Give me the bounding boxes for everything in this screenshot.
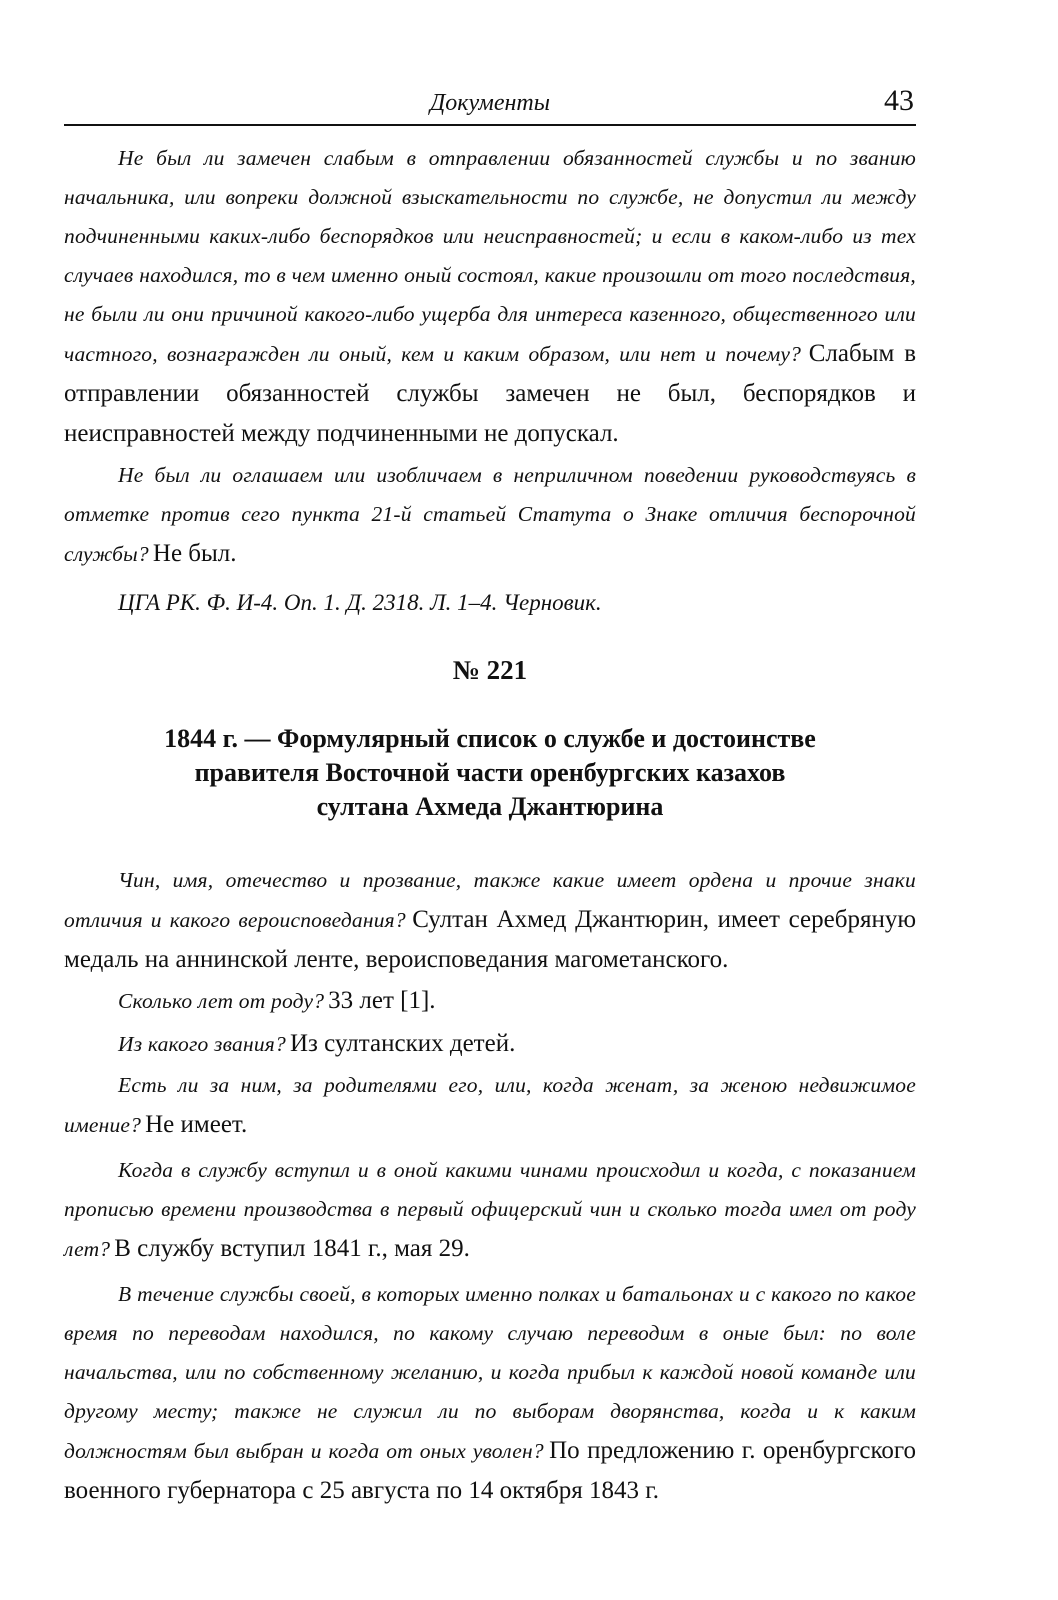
answer-text: В службу вступил 1841 г., мая 29.	[114, 1235, 470, 1262]
document-title	[64, 722, 916, 824]
question-text: Чин, имя, отечество и прозвание, также какие имеет ордена и прочие знаки отличия и какого вероисповедания?	[64, 868, 916, 932]
title-line: султана Ахмеда Джантюрина	[316, 792, 664, 821]
title-line: правителя Восточной части оренбургских казахов	[194, 758, 786, 787]
entry-service-start	[64, 1152, 916, 1270]
question-text: Сколько лет от роду?	[118, 989, 325, 1013]
question-text: Есть ли за ним, за родителями его, или, когда женат, за женою недвижимое имение?	[64, 1073, 916, 1137]
entry-age	[64, 981, 916, 1024]
page-number: 43	[884, 84, 914, 117]
document-number: № 221	[452, 655, 528, 685]
entry-service-history	[64, 1276, 916, 1512]
question-text: Не был ли оглашаем или изобличаем в неприличном поведении руководствуясь в отметке против сего пункта 21-й статьей Статута о Знаке отличия беспорочной службы?	[64, 463, 916, 566]
document-page	[64, 70, 916, 1512]
answer-text: Не имеет.	[145, 1111, 248, 1138]
question-text: Не был ли замечен слабым в отправлении обязанностей службы и по званию начальника, или вопреки должной взыскательности по службе, не допустил ли между подчиненными каких-либо беспорядков или неисправностей; и если в каком-либо из тех случаев находился, то в чем именно оный состоял, какие произошли от того последствия, не были ли они причиной какого-либо ущерба для интереса казенного, общественного или частного, вознагражден ли оный, кем и каким образом, или нет и почему?	[64, 146, 916, 366]
question-text: Из какого звания?	[118, 1032, 286, 1056]
entry-origin	[64, 1024, 916, 1067]
entry-rank-name	[64, 862, 916, 981]
page-header	[64, 70, 916, 126]
answer-text: Не был.	[152, 540, 237, 567]
answer-text: Слабым в отправлении обязанностей службы замечен не был, беспорядков и неисправностей между подчиненными не допускал.	[64, 340, 917, 447]
answer-text: По предложению г. оренбургского военного губернатора с 25 августа по 14 октября 1843 г.	[64, 1437, 917, 1504]
running-title: Документы	[429, 90, 550, 116]
title-line: 1844 г. — Формулярный список о службе и достоинстве	[164, 724, 816, 753]
question-text: В течение службы своей, в которых именно полках и батальонах и с какого по какое время по переводам находился, по какому случаю переводим в оные был: по воле начальства, или по собственному желанию, и когда прибыл к каждой новой команде или другому месту; также не служил ли по выборам дворянства, когда и к каким должностям был выбран и когда от оных уволен?	[64, 1282, 916, 1463]
paragraph-behavior	[64, 457, 916, 575]
answer-text: Султан Ахмед Джантюрин, имеет серебряную медаль на аннинской ленте, вероисповедания магометанского.	[64, 906, 917, 973]
paragraph-misconduct	[64, 140, 916, 455]
answer-text: Из султанских детей.	[289, 1030, 516, 1057]
archival-source: ЦГА РК. Ф. И-4. Оп. 1. Д. 2318. Л. 1–4. Черновик.	[118, 590, 602, 615]
question-text: Когда в службу вступил и в оной какими чинами происходил и когда, с показанием прописью времени производства в первый офицерский чин и сколько тогда имел от роду лет?	[64, 1158, 916, 1261]
entry-property	[64, 1067, 916, 1146]
answer-text: 33 лет [1].	[328, 987, 436, 1014]
